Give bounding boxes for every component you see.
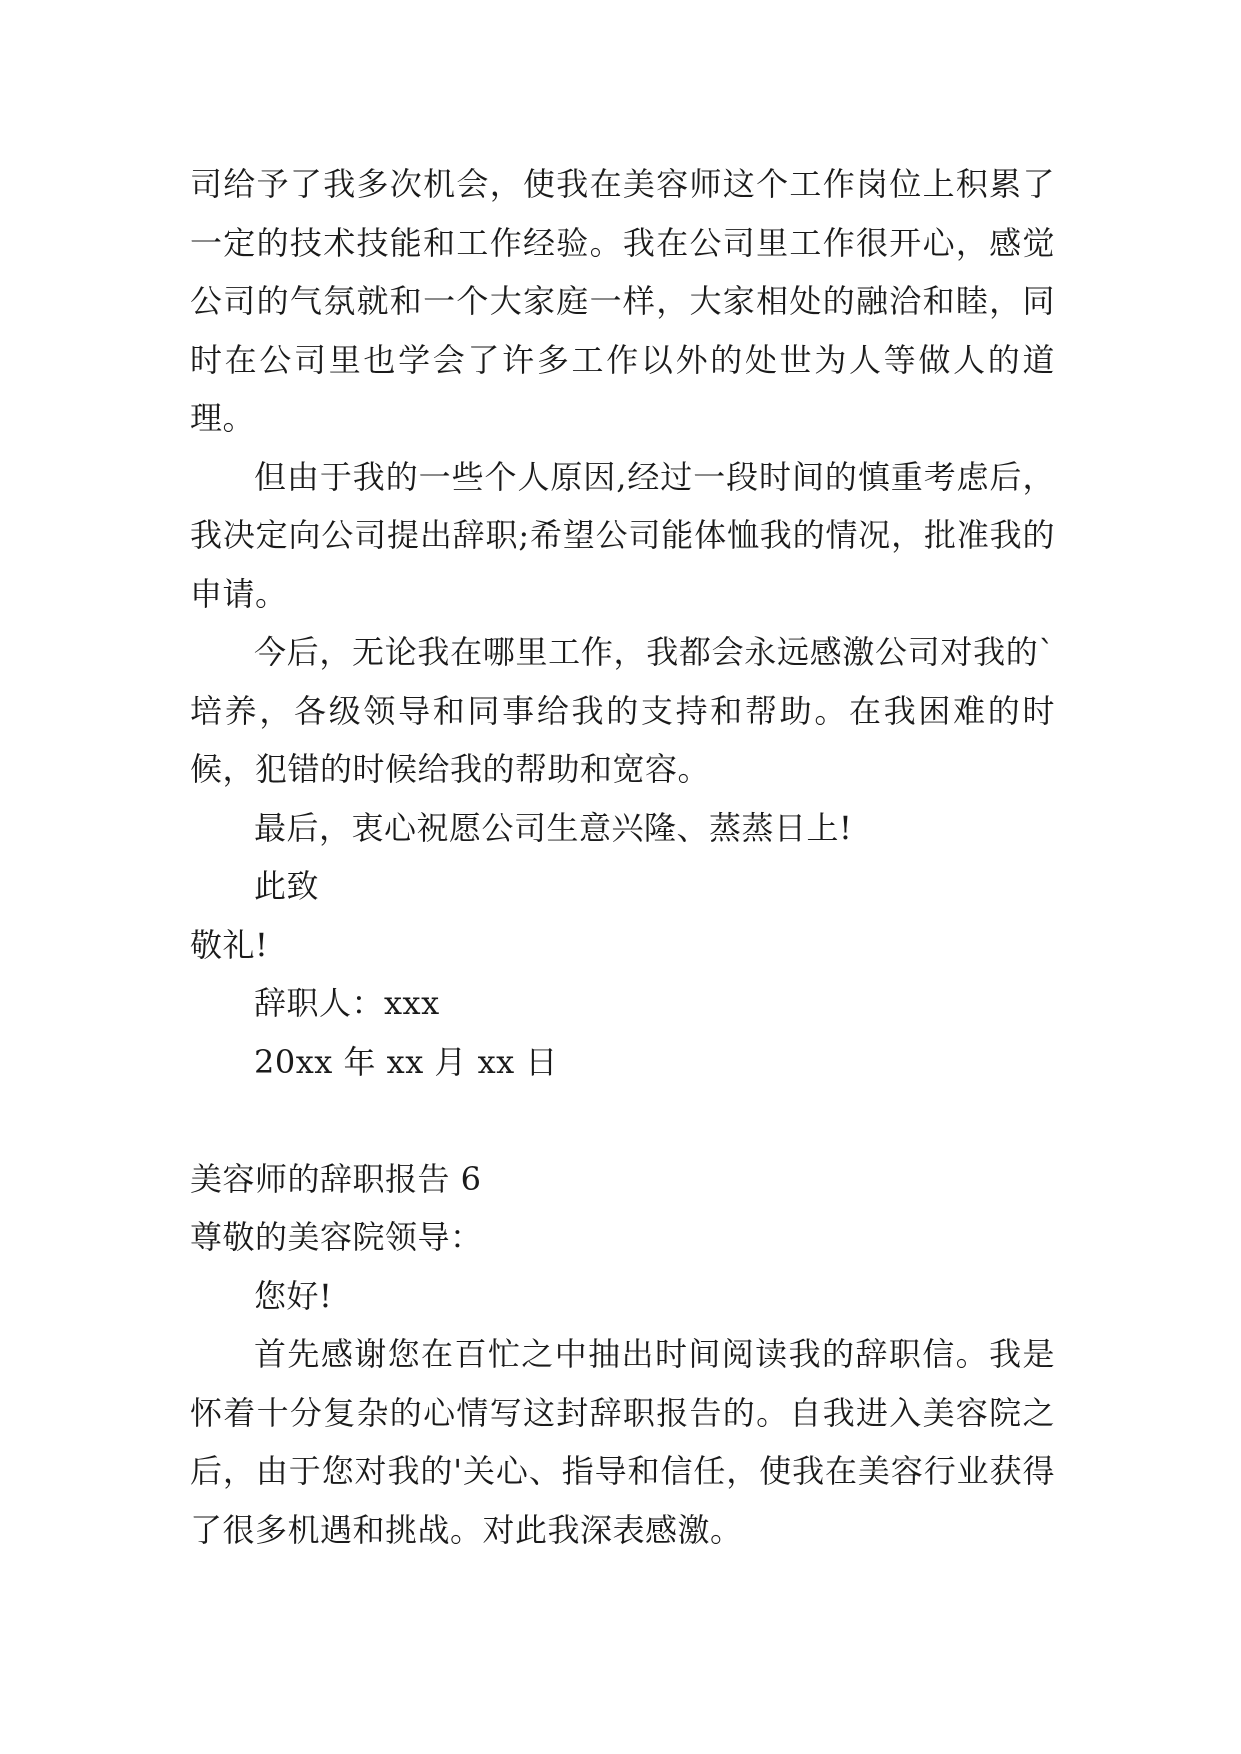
paragraph-gratitude: 今后，无论我在哪里工作，我都会永远感激公司对我的`培养，各级领导和同事给我的支持和帮助。在我困难的时候，犯错的时候给我的帮助和宽容。	[190, 633, 1055, 788]
section-title: 美容师的辞职报告 6	[190, 1159, 482, 1198]
closing-respect: 敬礼!	[190, 925, 269, 964]
section-gap	[190, 1091, 1055, 1150]
addressee-line: 尊敬的美容院领导：	[190, 1218, 483, 1256]
signature-line: 辞职人：xxx	[254, 984, 440, 1022]
paragraph-company-experience: 司给予了我多次机会，使我在美容师这个工作岗位上积累了一定的技术技能和工作经验。我在公司里工作很开心，感觉公司的气氛就和一个大家庭一样，大家相处的融洽和睦，同时在公司里也学会了许多工作以外的处世为人等做人的道理。	[190, 165, 1055, 437]
document-body	[190, 155, 1055, 1559]
paragraph-resignation-reason: 但由于我的一些个人原因,经过一段时间的慎重考虑后，我决定向公司提出辞职;希望公司能体恤我的情况，批准我的申请。	[190, 457, 1055, 613]
paragraph-best-wishes: 最后，衷心祝愿公司生意兴隆、蒸蒸日上!	[254, 808, 853, 847]
closing-salute: 此致	[254, 867, 320, 905]
date-line: 20xx 年 xx 月 xx 日	[254, 1042, 558, 1081]
paragraph-letter-opening: 首先感谢您在百忙之中抽出时间阅读我的辞职信。我是怀着十分复杂的心情写这封辞职报告的。自我进入美容院之后，由于您对我的'关心、指导和信任，使我在美容行业获得了很多机遇和挑战。对此我深表感激。	[190, 1335, 1055, 1549]
greeting-line: 您好!	[254, 1276, 333, 1315]
